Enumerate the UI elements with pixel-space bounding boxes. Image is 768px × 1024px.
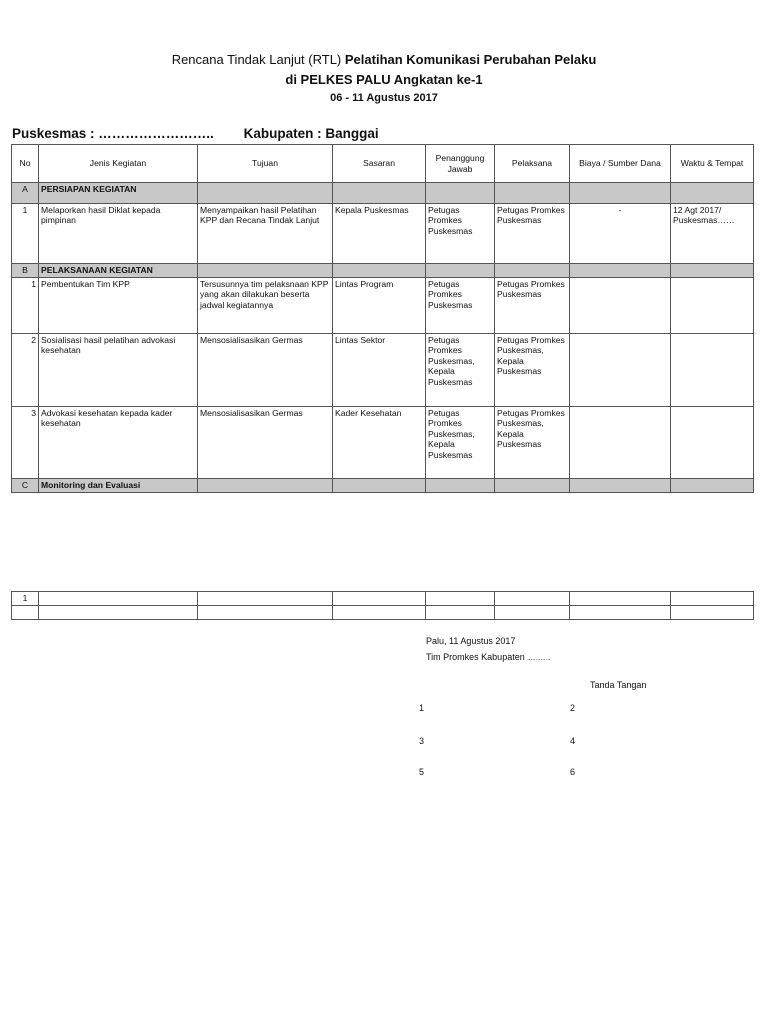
row-pj: Petugas Promkes Puskesmas (426, 204, 495, 264)
row-waktu: 12 Agt 2017/ Puskesmas…… (671, 204, 754, 264)
document-date-range: 06 - 11 Agustus 2017 (330, 92, 438, 104)
row-pj: Petugas Promkes Puskesmas, Kepala Puskesmas (426, 334, 495, 407)
row-sasaran: Lintas Program (333, 278, 426, 334)
header-no: No (12, 145, 39, 183)
row-biaya (570, 334, 671, 407)
section-code: B (12, 264, 39, 278)
lower-table (11, 591, 754, 620)
row-kegiatan: Sosialisasi hasil pelatihan advokasi kesehatan (39, 334, 198, 407)
row-biaya (570, 407, 671, 479)
row-pelaksana: Petugas Promkes Puskesmas (495, 204, 570, 264)
table-row (12, 204, 754, 264)
row-no: 1 (12, 204, 39, 264)
document-title-line1 (0, 52, 768, 67)
title-prefix: Rencana Tindak Lanjut (RTL) (171, 52, 345, 67)
rtl-table (11, 144, 754, 493)
row-biaya (570, 278, 671, 334)
puskesmas-field: Puskesmas : …………………….. (12, 126, 214, 141)
team-dots: .............. (527, 656, 551, 662)
table-row (12, 334, 754, 407)
row-kegiatan: Advokasi kesehatan kepada kader kesehatan (39, 407, 198, 479)
signature-number: 4 (570, 736, 576, 746)
signature-number: 3 (419, 736, 425, 746)
table-row (12, 592, 754, 606)
header-sasaran: Sasaran (333, 145, 426, 183)
team-label: Tim Promkes Kabupaten (426, 652, 525, 662)
signature-team (426, 652, 551, 662)
row-kegiatan: Melaporkan hasil Diklat kepada pimpinan (39, 204, 198, 264)
header-biaya: Biaya / Sumber Dana (570, 145, 671, 183)
row-biaya: - (570, 204, 671, 264)
row-no (12, 606, 39, 620)
signature-number: 2 (570, 703, 576, 713)
document-title-line2: di PELKES PALU Angkatan ke-1 (285, 72, 483, 87)
signature-number: 6 (570, 767, 576, 777)
row-waktu (671, 407, 754, 479)
row-pelaksana: Petugas Promkes Puskesmas, Kepala Puskesmas (495, 334, 570, 407)
row-no: 3 (12, 407, 39, 479)
row-waktu (671, 334, 754, 407)
header-jenis-kegiatan: Jenis Kegiatan (39, 145, 198, 183)
row-tujuan: Tersusunnya tim pelaksnaan KPP yang akan dilakukan beserta jadwal kegiatannya (198, 278, 333, 334)
header-tujuan: Tujuan (198, 145, 333, 183)
signature-place-date: Palu, 11 Agustus 2017 (426, 636, 516, 646)
section-code: A (12, 183, 39, 204)
section-row-b (12, 264, 754, 278)
row-sasaran: Kader Kesehatan (333, 407, 426, 479)
signature-tanda-tangan: Tanda Tangan (590, 680, 647, 690)
row-kegiatan: Pembentukan Tim KPP (39, 278, 198, 334)
section-code: C (12, 479, 39, 493)
header-info (12, 126, 379, 141)
row-sasaran: Lintas Sektor (333, 334, 426, 407)
row-pelaksana: Petugas Promkes Puskesmas (495, 278, 570, 334)
signature-number: 5 (419, 767, 425, 777)
row-tujuan: Menyampaikan hasil Pelatihan KPP dan Recana Tindak Lanjut (198, 204, 333, 264)
row-tujuan: Mensosialisasikan Germas (198, 407, 333, 479)
row-no: 1 (12, 592, 39, 606)
row-tujuan: Mensosialisasikan Germas (198, 334, 333, 407)
header-penanggung-jawab: Penanggung Jawab (426, 145, 495, 183)
table-row (12, 278, 754, 334)
row-pj: Petugas Promkes Puskesmas (426, 278, 495, 334)
section-row-a (12, 183, 754, 204)
title-main: Pelatihan Komunikasi Perubahan Pelaku (344, 52, 597, 67)
header-pelaksana: Pelaksana (495, 145, 570, 183)
table-row (12, 606, 754, 620)
row-pj: Petugas Promkes Puskesmas, Kepala Puskesmas (426, 407, 495, 479)
section-title: PELAKSANAAN KEGIATAN (39, 264, 198, 278)
row-no: 2 (12, 334, 39, 407)
table-row (12, 407, 754, 479)
header-waktu-tempat: Waktu & Tempat (671, 145, 754, 183)
table-header-row (12, 145, 754, 183)
signature-number: 1 (419, 703, 425, 713)
kabupaten-field: Kabupaten : Banggai (243, 126, 379, 141)
row-no: 1 (12, 278, 39, 334)
section-title: Monitoring dan Evaluasi (39, 479, 198, 493)
section-row-c (12, 479, 754, 493)
row-pelaksana: Petugas Promkes Puskesmas, Kepala Puskesmas (495, 407, 570, 479)
row-sasaran: Kepala Puskesmas (333, 204, 426, 264)
section-title: PERSIAPAN KEGIATAN (39, 183, 198, 204)
row-waktu (671, 278, 754, 334)
